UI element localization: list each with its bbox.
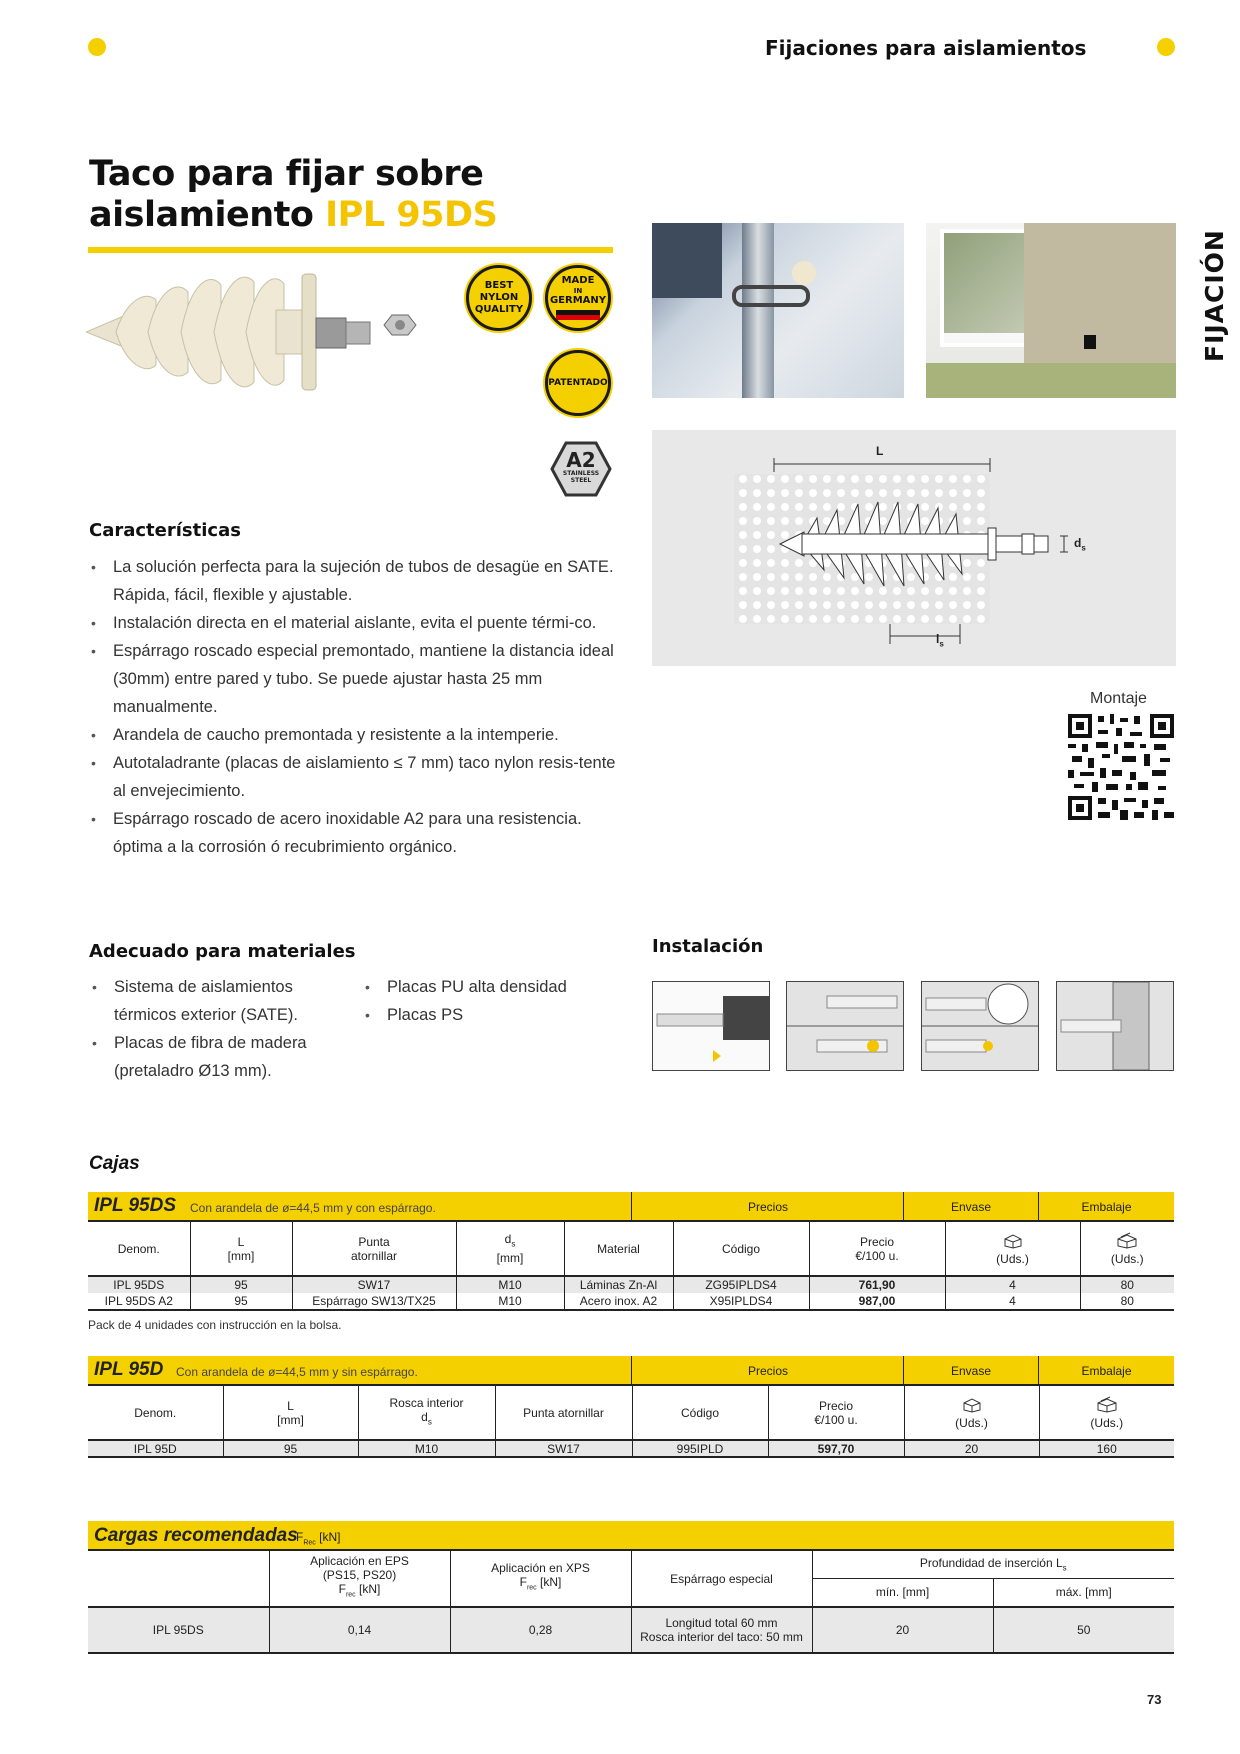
cell-esp-2: Rosca interior del taco: 50 mm	[640, 1630, 803, 1644]
a2-label	[552, 450, 610, 484]
badge-text: PATENTADO	[548, 378, 608, 388]
col-envase	[904, 1386, 1039, 1440]
table-row	[88, 1293, 1174, 1310]
cell: 95	[223, 1440, 358, 1457]
cell: 0,14	[269, 1607, 450, 1653]
col-max: máx. [mm]	[1055, 1585, 1112, 1600]
table1-subtitle: Con arandela de ø=44,5 mm y con espárrago.	[190, 1201, 436, 1215]
col-min: mín. [mm]	[812, 1578, 993, 1607]
col-envase-unit: (Uds.)	[996, 1252, 1029, 1266]
cell: M10	[456, 1293, 564, 1310]
caracteristicas-list	[89, 553, 619, 861]
col-eps	[269, 1551, 450, 1607]
title-line-2-plain: aislamiento	[89, 195, 326, 235]
col-esparrago: Espárrago especial	[631, 1551, 812, 1607]
list-item: • Autotaladrante (placas de aislamiento ≤ 7 mm) taco nylon resis-tente al envejecimiento.	[89, 749, 619, 805]
col-embalaje	[1080, 1222, 1174, 1276]
technical-drawing	[652, 430, 1176, 666]
dim-L-label: L	[876, 444, 884, 458]
cell: IPL 95DS	[88, 1607, 269, 1653]
materiales-heading: Adecuado para materiales	[89, 941, 356, 962]
list-item: • La solución perfecta para la sujeción de tubos de desagüe en SATE. Rápida, fácil, flexible y ajustable.	[89, 553, 619, 609]
cell: ZG95IPLDS4	[673, 1276, 809, 1293]
cell: IPL 95D	[88, 1440, 223, 1457]
cell: SW17	[495, 1440, 632, 1457]
installation-step-4	[1056, 981, 1174, 1071]
cell: 0,28	[450, 1607, 631, 1653]
col-punta: Punta atornillar	[495, 1386, 632, 1440]
dim-ds-sub: s	[1081, 543, 1086, 553]
col-punta-1: Punta	[358, 1234, 390, 1249]
table-row	[88, 1276, 1174, 1293]
cell: 20	[812, 1607, 993, 1653]
dim-ls-sub: s	[939, 639, 944, 649]
col-ds-main: d	[504, 1231, 512, 1246]
header-title: Fijaciones para aislamientos	[765, 36, 1087, 60]
col-rosca-label: Rosca interior	[389, 1395, 464, 1410]
col-precio	[768, 1386, 904, 1440]
carton-icon	[1115, 1231, 1139, 1249]
cell: Acero inox. A2	[564, 1293, 673, 1310]
col-ds-unit: [mm]	[496, 1251, 524, 1266]
table2-precios: Precios	[747, 1364, 788, 1378]
col-eps-1: Aplicación en EPS	[310, 1554, 409, 1569]
cell-price: 597,70	[768, 1440, 904, 1457]
dim-ls-main: l	[936, 632, 940, 646]
list-item: • Placas PU alta densidad	[363, 973, 613, 1001]
table-ipl95ds	[88, 1192, 1174, 1311]
badge-text: IN	[573, 287, 583, 295]
table-cargas	[88, 1521, 1174, 1654]
col-eps-sub: rec	[345, 1591, 356, 1599]
cell: SW17	[292, 1276, 456, 1293]
table1-title: IPL 95DS	[94, 1195, 177, 1216]
table2-subtitle: Con arandela de ø=44,5 mm y sin espárrago.	[176, 1365, 418, 1379]
a2-big: A2	[566, 448, 596, 472]
col-codigo: Código	[673, 1222, 809, 1276]
table-row	[88, 1607, 1174, 1653]
table1-embalaje: Embalaje	[1081, 1200, 1132, 1214]
cell: 4	[945, 1276, 1080, 1293]
box-icon	[961, 1395, 983, 1413]
col-precio-2: €/100 u.	[814, 1412, 858, 1427]
col-eps-unit: [kN]	[359, 1582, 381, 1597]
instalacion-heading: Instalación	[652, 936, 764, 957]
dim-ls-label	[936, 632, 944, 648]
table-row	[88, 1440, 1174, 1457]
list-item: • Instalación directa en el material aislante, evita el puente térmi-co.	[89, 609, 619, 637]
dim-ds-label	[1074, 536, 1086, 552]
col-xps-sub: rec	[526, 1584, 537, 1592]
title-line-1: Taco para fijar sobre	[89, 154, 484, 194]
cell-price: 761,90	[809, 1276, 945, 1293]
page-title	[89, 154, 497, 236]
col-eps-2: (PS15, PS20)	[322, 1568, 397, 1583]
col-rosca	[358, 1386, 495, 1440]
col-prof-label: Profundidad de inserción L	[919, 1556, 1063, 1571]
col-denom: Denom.	[88, 1222, 190, 1276]
col-precio-1: Precio	[818, 1398, 853, 1413]
carton-icon	[1095, 1395, 1119, 1413]
list-item: • Placas de fibra de madera (pretaladro Ø13 mm).	[90, 1029, 315, 1085]
a2-small: STAINLESS	[562, 470, 600, 477]
col-material: Material	[564, 1222, 673, 1276]
badge-text: NYLON	[479, 292, 519, 303]
badge-made-in-germany	[545, 265, 611, 331]
col-xps-1: Aplicación en XPS	[491, 1561, 590, 1576]
col-profundidad	[812, 1551, 1174, 1578]
table3-title: Cargas recomendadas	[94, 1525, 298, 1546]
box-icon	[1002, 1231, 1024, 1249]
col-precio	[809, 1222, 945, 1276]
col-rosca-sub: s	[427, 1417, 432, 1427]
cell: Láminas Zn-Al	[564, 1276, 673, 1293]
table-ipl95d	[88, 1356, 1174, 1458]
cell: Espárrago SW13/TX25	[292, 1293, 456, 1310]
table3-unit	[296, 1530, 340, 1546]
badge-text: QUALITY	[474, 304, 524, 315]
header-dot-left	[88, 38, 106, 56]
cajas-heading: Cajas	[89, 1153, 140, 1174]
col-precio-1: Precio	[859, 1234, 894, 1249]
cell: M10	[358, 1440, 495, 1457]
col-prof-sub: s	[1062, 1563, 1067, 1573]
materiales-list-col1	[90, 973, 315, 1085]
unit-kn: [kN]	[319, 1530, 341, 1544]
cell: 20	[904, 1440, 1039, 1457]
col-ds-sub: s	[511, 1239, 516, 1249]
cell: X95IPLDS4	[673, 1293, 809, 1310]
qr-code[interactable]	[1068, 714, 1174, 820]
dim-ds-main: d	[1074, 536, 1082, 550]
table1-envase: Envase	[950, 1200, 992, 1214]
materiales-list-col2	[363, 973, 613, 1029]
cell: 995IPLD	[632, 1440, 768, 1457]
installation-step-1	[652, 981, 770, 1071]
table1-note: Pack de 4 unidades con instrucción en la bolsa.	[88, 1318, 342, 1332]
col-rosca-d: d	[421, 1409, 428, 1424]
cell: 50	[1077, 1623, 1091, 1637]
list-item: • Sistema de aislamientos térmicos exterior (SATE).	[90, 973, 315, 1029]
technical-diagram	[652, 430, 1176, 666]
cell: IPL 95DS A2	[88, 1293, 190, 1310]
col-L-label: L	[237, 1234, 245, 1249]
col-codigo: Código	[632, 1386, 768, 1440]
application-photo-pipe	[652, 223, 904, 398]
table2-envase: Envase	[950, 1364, 992, 1378]
list-item: • Espárrago roscado especial premontado, mantiene la distancia ideal (30mm) entre pared y tubo. Se puede ajustar hasta 25 mm manualmente.	[89, 637, 619, 721]
side-label: FIJACIÓN	[1200, 229, 1229, 362]
col-xps	[450, 1551, 631, 1607]
cell: 95	[190, 1293, 292, 1310]
unit-F: F	[296, 1530, 304, 1544]
table2-title: IPL 95D	[94, 1359, 164, 1380]
col-embalaje	[1039, 1386, 1174, 1440]
title-underline	[88, 247, 613, 253]
cell-esparrago	[631, 1607, 812, 1653]
badge-text: GERMANY	[549, 295, 607, 306]
cell: 160	[1096, 1441, 1117, 1456]
col-xps-f: F	[519, 1575, 527, 1590]
badge-text: BEST	[484, 280, 514, 291]
cell: 95	[190, 1276, 292, 1293]
table1-precios: Precios	[747, 1200, 788, 1214]
col-denom: Denom.	[88, 1386, 223, 1440]
col-L	[223, 1386, 358, 1440]
unit-sub: Rec	[303, 1539, 316, 1547]
product-image	[86, 270, 426, 400]
list-item: • Placas PS	[363, 1001, 613, 1029]
col-envase-unit: (Uds.)	[955, 1416, 988, 1430]
col-embalaje-unit: (Uds.)	[1090, 1416, 1124, 1430]
header-dot-right	[1157, 38, 1175, 56]
title-product-code: IPL 95DS	[325, 195, 498, 235]
col-punta-2: atornillar	[350, 1248, 398, 1263]
col-envase	[945, 1222, 1080, 1276]
a2-small: STEEL	[570, 477, 592, 484]
cell: IPL 95DS	[88, 1276, 190, 1293]
cell: 80	[1120, 1278, 1134, 1292]
application-photo-panel	[926, 223, 1176, 398]
installation-step-2	[786, 981, 904, 1071]
list-item: • Espárrago roscado de acero inoxidable A2 para una resistencia. óptima a la corrosión ó recubrimiento orgánico.	[89, 805, 619, 861]
col-punta	[292, 1222, 456, 1276]
badge-text: MADE	[561, 275, 595, 286]
col-blank	[88, 1551, 269, 1607]
col-L-label: L	[287, 1398, 294, 1413]
qr-label: Montaje	[1090, 690, 1147, 707]
col-ds	[456, 1222, 564, 1276]
col-embalaje-unit: (Uds.)	[1110, 1252, 1144, 1266]
col-eps-f: F	[338, 1582, 346, 1597]
col-L-unit: [mm]	[227, 1248, 255, 1263]
cell: 80	[1120, 1294, 1134, 1308]
german-flag-icon	[556, 310, 600, 324]
table2-embalaje: Embalaje	[1081, 1364, 1132, 1378]
cell: M10	[456, 1276, 564, 1293]
cell-esp-1: Longitud total 60 mm	[665, 1616, 778, 1630]
col-xps-unit: [kN]	[540, 1575, 562, 1590]
cell: 4	[945, 1293, 1080, 1310]
badge-patented	[545, 350, 611, 416]
col-precio-2: €/100 u.	[855, 1248, 899, 1263]
col-L	[190, 1222, 292, 1276]
title-line-2	[89, 195, 497, 236]
cell-price: 987,00	[809, 1293, 945, 1310]
list-item: • Arandela de caucho premontada y resistente a la intemperie.	[89, 721, 619, 749]
caracteristicas-heading: Características	[89, 520, 241, 541]
col-L-unit: [mm]	[277, 1412, 304, 1427]
installation-step-3	[921, 981, 1039, 1071]
badge-best-nylon-quality	[466, 265, 532, 331]
page-number: 73	[1147, 1692, 1162, 1707]
